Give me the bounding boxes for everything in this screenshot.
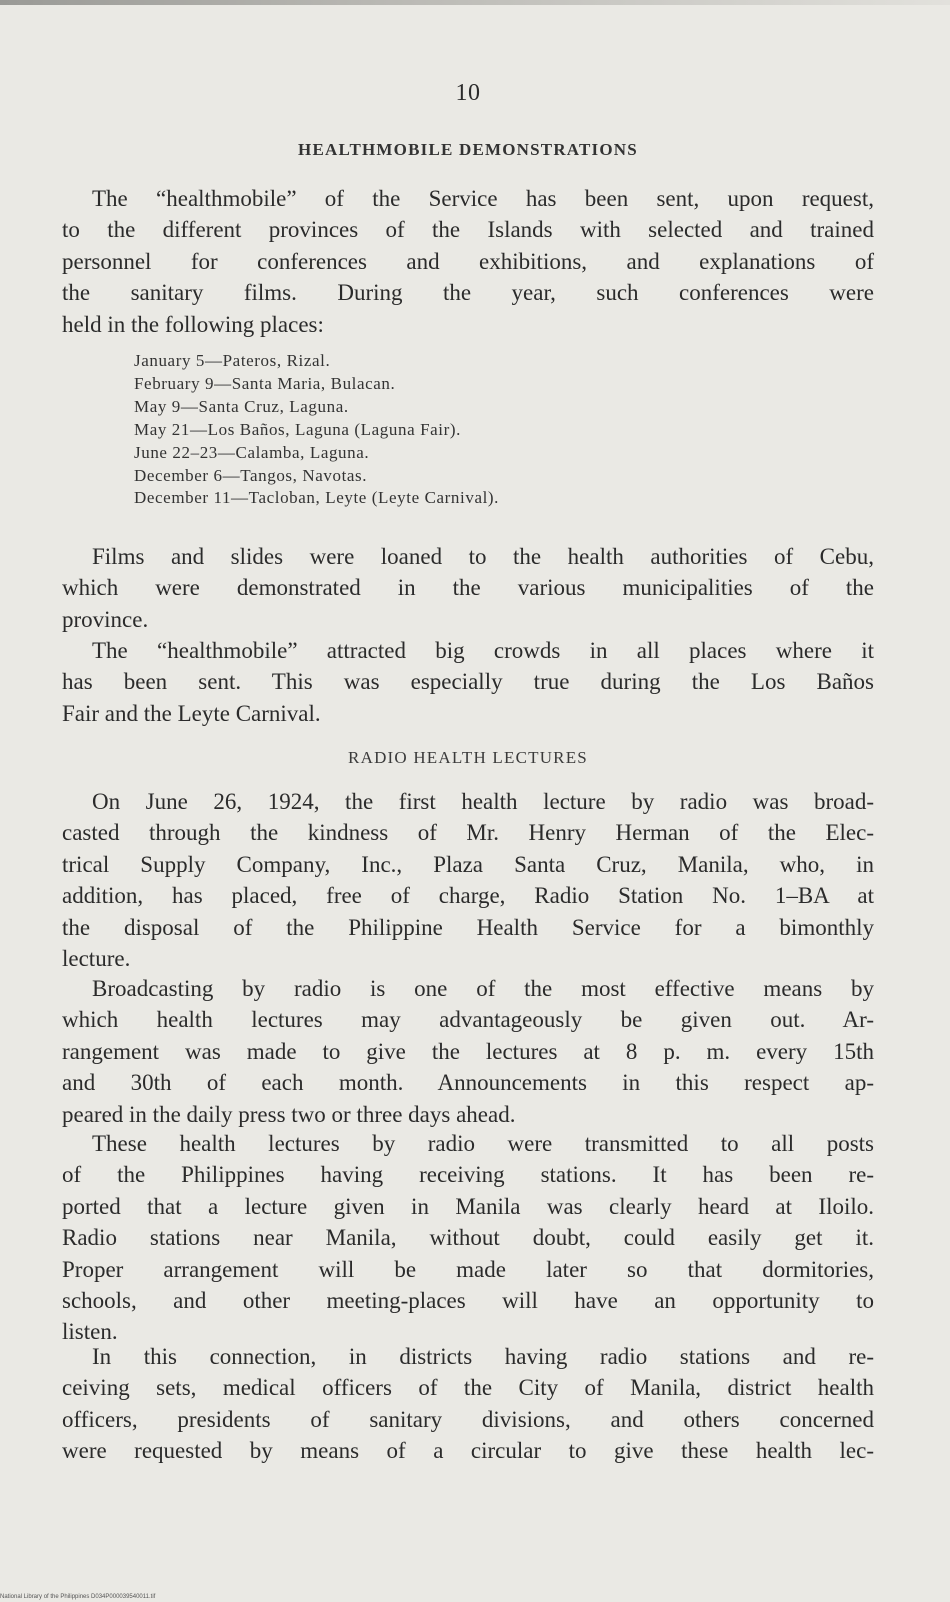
paragraph-broadcasting — [62, 973, 874, 1130]
paragraph-crowds — [62, 635, 874, 729]
text-line: Broadcasting by radio is one of the most effective means by — [92, 976, 874, 1001]
text-line: casted through the kindness of Mr. Henry Herman of the Elec- — [62, 820, 874, 846]
text-line: The “healthmobile” attracted big crowds in all places where it — [92, 638, 874, 663]
text-line: Films and slides were loaned to the health authorities of Cebu, — [92, 544, 874, 569]
list-item: May 21—Los Baños, Laguna (Laguna Fair). — [134, 419, 461, 439]
text-line: trical Supply Company, Inc., Plaza Santa Cruz, Manila, who, in — [62, 851, 874, 877]
text-line: and 30th of each month. Announcements in this respect ap- — [62, 1070, 874, 1096]
scan-edge — [0, 0, 950, 5]
paragraph-healthmobile-intro — [62, 183, 874, 340]
paragraph-transmitted — [62, 1128, 874, 1348]
text-line: Radio stations near Manila, without doubt, could easily get it. — [62, 1225, 874, 1251]
text-line: These health lectures by radio were transmitted to all posts — [92, 1131, 874, 1156]
text-line: were requested by means of a circular to give these health lec- — [62, 1438, 874, 1464]
list-item: May 9—Santa Cruz, Laguna. — [134, 396, 349, 416]
paragraph-connection — [62, 1341, 874, 1467]
text-line: which health lectures may advantageously be given out. Ar- — [62, 1007, 874, 1033]
paragraph-first-radio-lecture — [62, 786, 874, 974]
text-line: which were demonstrated in the various municipalities of the — [62, 575, 874, 601]
list-item: June 22–23—Calamba, Laguna. — [134, 442, 370, 462]
list-item: January 5—Pateros, Rizal. — [134, 351, 331, 370]
text-line: to the different provinces of the Islands with selected and trained — [62, 217, 874, 243]
text-line: ported that a lecture given in Manila was clearly heard at Iloilo. — [62, 1193, 874, 1219]
text-line: Fair and the Leyte Carnival. — [62, 700, 321, 726]
text-line: The “healthmobile” of the Service has been sent, upon request, — [92, 186, 874, 211]
section-heading-healthmobile: HEALTHMOBILE DEMONSTRATIONS — [298, 140, 638, 159]
text-line: has been sent. This was especially true during the Los Baños — [62, 669, 874, 695]
text-line: officers, presidents of sanitary divisions, and others concerned — [62, 1406, 874, 1432]
text-line: ceiving sets, medical officers of the City of Manila, district health — [62, 1375, 874, 1401]
text-line: lecture. — [62, 946, 131, 972]
page-number: 10 — [455, 80, 481, 106]
text-line: peared in the daily press two or three days ahead. — [62, 1101, 516, 1127]
list-item: December 6—Tangos, Navotas. — [134, 465, 368, 485]
text-line: of the Philippines having receiving stations. It has been re- — [62, 1162, 874, 1188]
list-item: December 11—Tacloban, Leyte (Leyte Carnival). — [134, 488, 500, 508]
text-line: schools, and other meeting-places will have an opportunity to — [62, 1288, 874, 1314]
text-line: the sanitary films. During the year, such conferences were — [62, 280, 874, 306]
text-line: listen. — [62, 1319, 118, 1345]
text-line: personnel for conferences and exhibitions, and explanations of — [62, 248, 874, 274]
text-line: rangement was made to give the lectures at 8 p. m. every 15th — [62, 1038, 874, 1064]
text-line: held in the following places: — [62, 311, 324, 337]
text-line: the disposal of the Philippine Health Service for a bimonthly — [62, 914, 874, 940]
text-line: addition, has placed, free of charge, Radio Station No. 1–BA at — [62, 883, 874, 909]
archive-footer: National Library of the Philippines D034P000039540011.tif — [0, 1594, 156, 1600]
conference-places-list — [134, 350, 774, 510]
text-line: Proper arrangement will be made later so that dormitories, — [62, 1256, 874, 1282]
section-heading-radio: RADIO HEALTH LECTURES — [348, 748, 588, 767]
paragraph-films — [62, 541, 874, 635]
text-line: On June 26, 1924, the first health lecture by radio was broad- — [92, 789, 874, 814]
text-line: province. — [62, 606, 149, 632]
list-item: February 9—Santa Maria, Bulacan. — [134, 373, 396, 393]
text-line: In this connection, in districts having radio stations and re- — [92, 1344, 874, 1369]
